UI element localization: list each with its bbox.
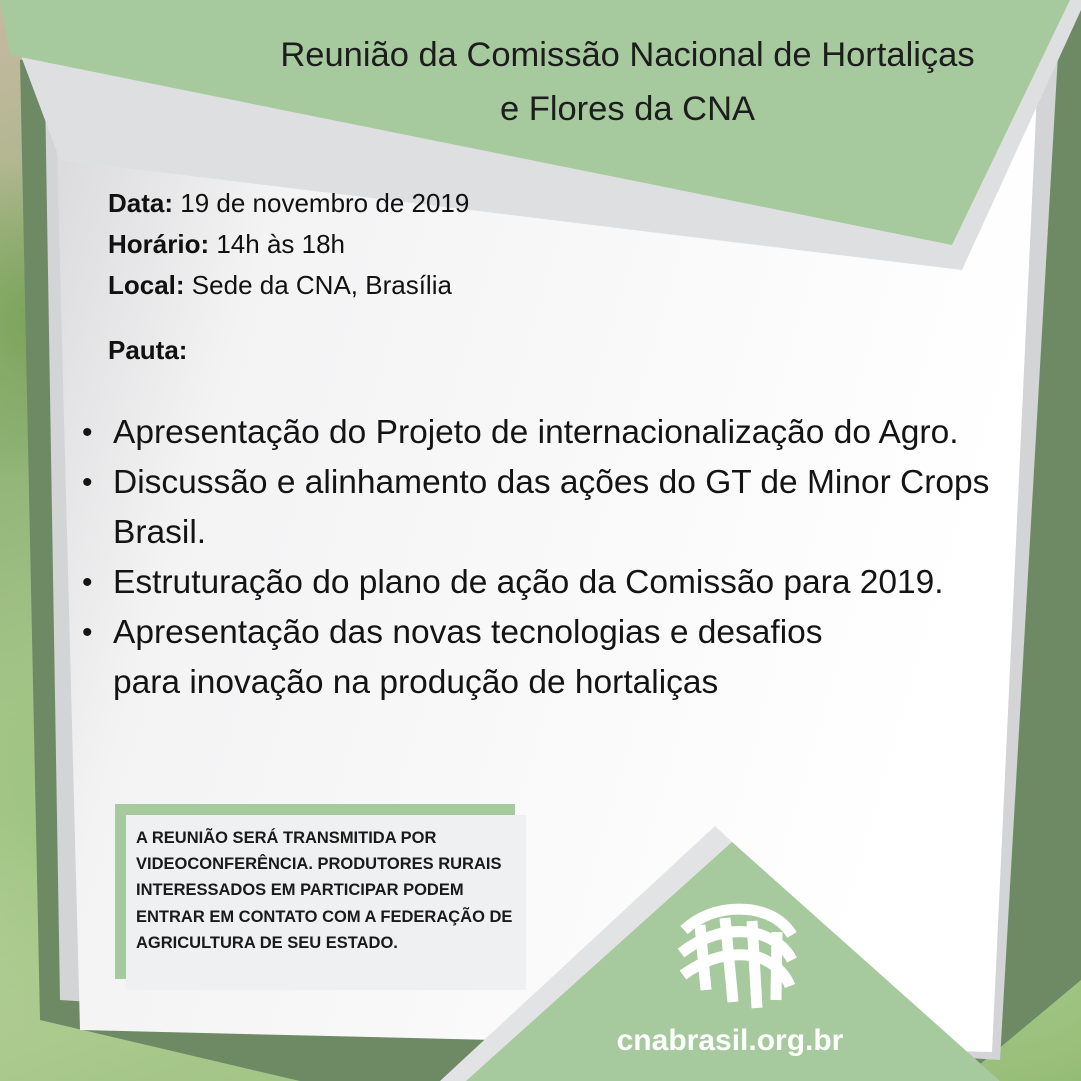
title-line-2: e Flores da CNA bbox=[499, 90, 755, 128]
meeting-details bbox=[108, 183, 469, 306]
bullet-icon: • bbox=[82, 416, 93, 449]
agenda-list bbox=[80, 408, 1040, 708]
date-label: Data: bbox=[108, 188, 174, 218]
time-value: 14h às 18h bbox=[209, 229, 346, 259]
date-row bbox=[108, 183, 469, 224]
videoconference-notice: A REUNIÃO SERÁ TRANSMITIDA POR VIDEOCONFERÊNCIA. PRODUTORES RURAIS INTERESSADOS EM PARTICIPAR PODEM ENTRAR EM CONTATO COM A FEDERAÇÃO DE AGRICULTURA DE SEU ESTADO. bbox=[136, 829, 513, 952]
agenda-item-text: Discussão e alinhamento das ações do GT de Minor Crops Brasil. bbox=[113, 464, 990, 551]
agenda-item bbox=[80, 458, 1040, 558]
agenda-item bbox=[80, 408, 1040, 458]
agenda-item bbox=[80, 558, 1040, 608]
agenda-item-continuation: para inovação na produção de hortaliças bbox=[113, 664, 719, 701]
agenda-item-text: Estruturação do plano de ação da Comissão para 2019. bbox=[113, 564, 944, 601]
place-row bbox=[108, 265, 469, 306]
date-value: 19 de novembro de 2019 bbox=[173, 188, 470, 218]
agenda-item-text: Apresentação do Projeto de internacionalização do Agro. bbox=[113, 414, 959, 451]
title-line-1: Reunião da Comissão Nacional de Hortaliças bbox=[280, 36, 975, 74]
agenda-item-text: Apresentação das novas tecnologias e desafios bbox=[113, 614, 823, 651]
agenda-heading: Pauta: bbox=[108, 335, 188, 365]
bullet-icon: • bbox=[82, 566, 93, 599]
bullet-icon: • bbox=[82, 616, 93, 649]
bullet-icon: • bbox=[82, 466, 93, 499]
agenda-item bbox=[80, 608, 1040, 658]
time-row bbox=[108, 224, 469, 265]
place-label: Local: bbox=[108, 270, 185, 300]
website-link[interactable]: cnabrasil.org.br bbox=[616, 1024, 844, 1057]
time-label: Horário: bbox=[108, 229, 210, 259]
page-title bbox=[240, 28, 1015, 136]
place-value: Sede da CNA, Brasília bbox=[184, 270, 452, 300]
